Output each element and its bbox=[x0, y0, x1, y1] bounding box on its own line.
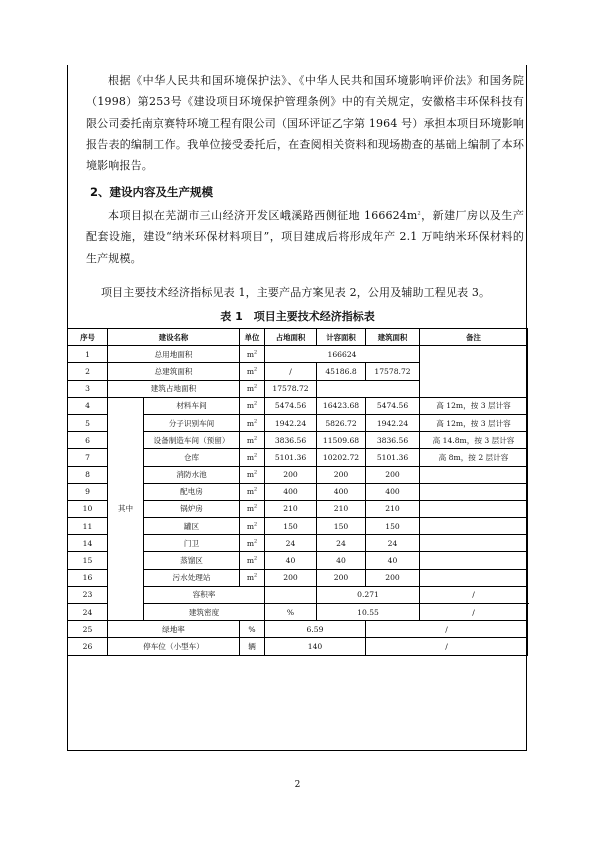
row-note: / bbox=[420, 586, 528, 603]
row-unit: $m^2$ bbox=[240, 432, 265, 449]
row-no: 4 bbox=[68, 397, 108, 414]
row-area: 210 bbox=[265, 500, 317, 517]
row-calc: 210 bbox=[317, 500, 366, 517]
row-unit: $m^2$ bbox=[240, 449, 265, 466]
row-calc: 200 bbox=[317, 569, 366, 586]
row-unit: $m^2$ bbox=[240, 552, 265, 569]
row-unit: $m^2$ bbox=[240, 466, 265, 483]
intro-paragraph: 根据《中华人民共和国环境保护法》、《中华人民共和国环境影响评价法》和国务院（1998）第253号《建设项目环境保护管理条例》中的有关规定，安徽格丰环保科技有限公司委托南京赛特环境工程有限公司（国环评证乙字第 1964 号）承担本项目环境影响报告表的编制工作。我单位接受委托后，在查阅相关资料和现场勘查的基础上编制了本环境影响报告。 bbox=[86, 74, 524, 173]
row-calc: 10202.72 bbox=[317, 449, 366, 466]
row-name: 材料车间 bbox=[144, 397, 240, 414]
row-value: 6.59 bbox=[265, 621, 366, 638]
row-unit: $m^2$ bbox=[240, 483, 265, 500]
row-area: 5101.36 bbox=[265, 449, 317, 466]
row-build: 1942.24 bbox=[366, 414, 420, 431]
header-unit: 单位 bbox=[240, 329, 265, 346]
row-note bbox=[420, 500, 528, 517]
tables-intro: 项目主要技术经济指标见表 1，主要产品方案见表 2，公用及辅助工程见表 3。 bbox=[101, 286, 491, 299]
row-area: 1942.24 bbox=[265, 414, 317, 431]
row-value: 10.55 bbox=[317, 604, 420, 621]
row-note: / bbox=[420, 604, 528, 621]
row-name: 总用地面积 bbox=[108, 346, 240, 363]
row-unit: $m^2$ bbox=[240, 346, 265, 363]
row-build: 17578.72 bbox=[366, 363, 420, 380]
row-calc: 16423.68 bbox=[317, 397, 366, 414]
row-name: 设备制造车间（预留） bbox=[144, 432, 240, 449]
row-unit: $m^2$ bbox=[240, 397, 265, 414]
header-calc: 计容面积 bbox=[317, 329, 366, 346]
row-value: 166624 bbox=[265, 346, 420, 363]
section-heading: 2、建设内容及生产规模 bbox=[90, 185, 214, 199]
row-build: 200 bbox=[366, 569, 420, 586]
row-note: 高 12m，按 3 层计容 bbox=[420, 414, 528, 431]
row-area: 24 bbox=[265, 535, 317, 552]
row-unit: $m^2$ bbox=[240, 380, 265, 397]
row-name: 停车位（小型车） bbox=[108, 638, 240, 655]
row-name: 建筑密度 bbox=[144, 604, 265, 621]
row-unit: $m^2$ bbox=[240, 569, 265, 586]
header-build: 建筑面积 bbox=[366, 329, 420, 346]
row-no: 24 bbox=[68, 604, 108, 621]
row-note: 高 12m，按 3 层计容 bbox=[420, 397, 528, 414]
row-area: 400 bbox=[265, 483, 317, 500]
header-area: 占地面积 bbox=[265, 329, 317, 346]
row-unit: $m^2$ bbox=[240, 518, 265, 535]
row-no: 11 bbox=[68, 518, 108, 535]
row-unit: % bbox=[240, 621, 265, 638]
row-build: 400 bbox=[366, 483, 420, 500]
row-note bbox=[420, 466, 528, 483]
row-build: 200 bbox=[366, 466, 420, 483]
row-no: 23 bbox=[68, 586, 108, 603]
header-note: 备注 bbox=[420, 329, 528, 346]
header-name: 建设名称 bbox=[108, 329, 240, 346]
row-name: 分子识别车间 bbox=[144, 414, 240, 431]
page-number: 2 bbox=[294, 780, 301, 790]
row-note: / bbox=[366, 621, 528, 638]
table-title: 表 1 项目主要技术经济指标表 bbox=[220, 310, 375, 323]
row-no: 25 bbox=[68, 621, 108, 638]
row-build: 210 bbox=[366, 500, 420, 517]
indicator-table bbox=[67, 328, 528, 656]
qizhong-label: 其中 bbox=[108, 397, 144, 620]
table-row bbox=[68, 638, 528, 655]
table-row bbox=[68, 346, 528, 363]
row-no: 14 bbox=[68, 535, 108, 552]
row-build: 5474.56 bbox=[366, 397, 420, 414]
row-build: 24 bbox=[366, 535, 420, 552]
row-no: 15 bbox=[68, 552, 108, 569]
row-unit: $m^2$ bbox=[240, 363, 265, 380]
row-name: 污水处理站 bbox=[144, 569, 240, 586]
row-unit: $m^2$ bbox=[240, 535, 265, 552]
row-name: 门卫 bbox=[144, 535, 240, 552]
row-no: 10 bbox=[68, 500, 108, 517]
row-area: 3836.56 bbox=[265, 432, 317, 449]
row-area: 17578.72 bbox=[265, 380, 317, 397]
row-build: 3836.56 bbox=[366, 432, 420, 449]
row-area: 200 bbox=[265, 466, 317, 483]
row-name: 绿地率 bbox=[108, 621, 240, 638]
row-calc: 40 bbox=[317, 552, 366, 569]
row-build: 5101.36 bbox=[366, 449, 420, 466]
row-note: 高 8m，按 2 层计容 bbox=[420, 449, 528, 466]
row-name: 消防水池 bbox=[144, 466, 240, 483]
row-unit: $m^2$ bbox=[240, 500, 265, 517]
row-note: 高 14.8m，按 3 层计容 bbox=[420, 432, 528, 449]
row-area: 200 bbox=[265, 569, 317, 586]
row-note bbox=[420, 552, 528, 569]
row-calc: 11509.68 bbox=[317, 432, 366, 449]
row-no: 6 bbox=[68, 432, 108, 449]
row-name: 建筑占地面积 bbox=[108, 380, 240, 397]
row-value: 0.271 bbox=[317, 586, 420, 603]
table-row bbox=[68, 397, 528, 414]
row-calc: 24 bbox=[317, 535, 366, 552]
row-calc: 400 bbox=[317, 483, 366, 500]
row-no: 9 bbox=[68, 483, 108, 500]
row-unit: % bbox=[265, 604, 317, 621]
row-unit bbox=[265, 586, 317, 603]
row-area: 5474.56 bbox=[265, 397, 317, 414]
row-note bbox=[420, 569, 528, 586]
row-note: / bbox=[366, 638, 528, 655]
row-no: 7 bbox=[68, 449, 108, 466]
row-name: 仓库 bbox=[144, 449, 240, 466]
row-no: 8 bbox=[68, 466, 108, 483]
row-name: 配电房 bbox=[144, 483, 240, 500]
row-name: 蒸馏区 bbox=[144, 552, 240, 569]
row-note bbox=[420, 346, 528, 398]
row-calc: 200 bbox=[317, 466, 366, 483]
row-area: 40 bbox=[265, 552, 317, 569]
row-area: / bbox=[265, 363, 317, 380]
row-note bbox=[420, 518, 528, 535]
row-build: 150 bbox=[366, 518, 420, 535]
row-unit: $m^2$ bbox=[240, 414, 265, 431]
row-calc: 45186.8 bbox=[317, 363, 366, 380]
project-paragraph: 本项目拟在芜湖市三山经济开发区峨溪路西侧征地 $166624m^2$，新建厂房以及生产配套设施，建设“纳米环保材料项目”，项目建成后将形成年产 2.1 万吨纳米环保材料的生产规模。 bbox=[86, 209, 524, 265]
row-no: 2 bbox=[68, 363, 108, 380]
row-note bbox=[420, 535, 528, 552]
row-name: 容积率 bbox=[144, 586, 265, 603]
row-calc: 150 bbox=[317, 518, 366, 535]
table-row bbox=[68, 621, 528, 638]
row-value: 140 bbox=[265, 638, 366, 655]
row-no: 26 bbox=[68, 638, 108, 655]
row-unit: 辆 bbox=[240, 638, 265, 655]
row-no: 3 bbox=[68, 380, 108, 397]
row-name: 总建筑面积 bbox=[108, 363, 240, 380]
row-build: 40 bbox=[366, 552, 420, 569]
row-calc: 5826.72 bbox=[317, 414, 366, 431]
row-name: 罐区 bbox=[144, 518, 240, 535]
row-no: 5 bbox=[68, 414, 108, 431]
table-header-row bbox=[68, 329, 528, 346]
row-name: 锅炉房 bbox=[144, 500, 240, 517]
row-empty bbox=[317, 380, 420, 397]
header-no: 序号 bbox=[68, 329, 108, 346]
row-area: 150 bbox=[265, 518, 317, 535]
row-no: 16 bbox=[68, 569, 108, 586]
row-no: 1 bbox=[68, 346, 108, 363]
row-note bbox=[420, 483, 528, 500]
